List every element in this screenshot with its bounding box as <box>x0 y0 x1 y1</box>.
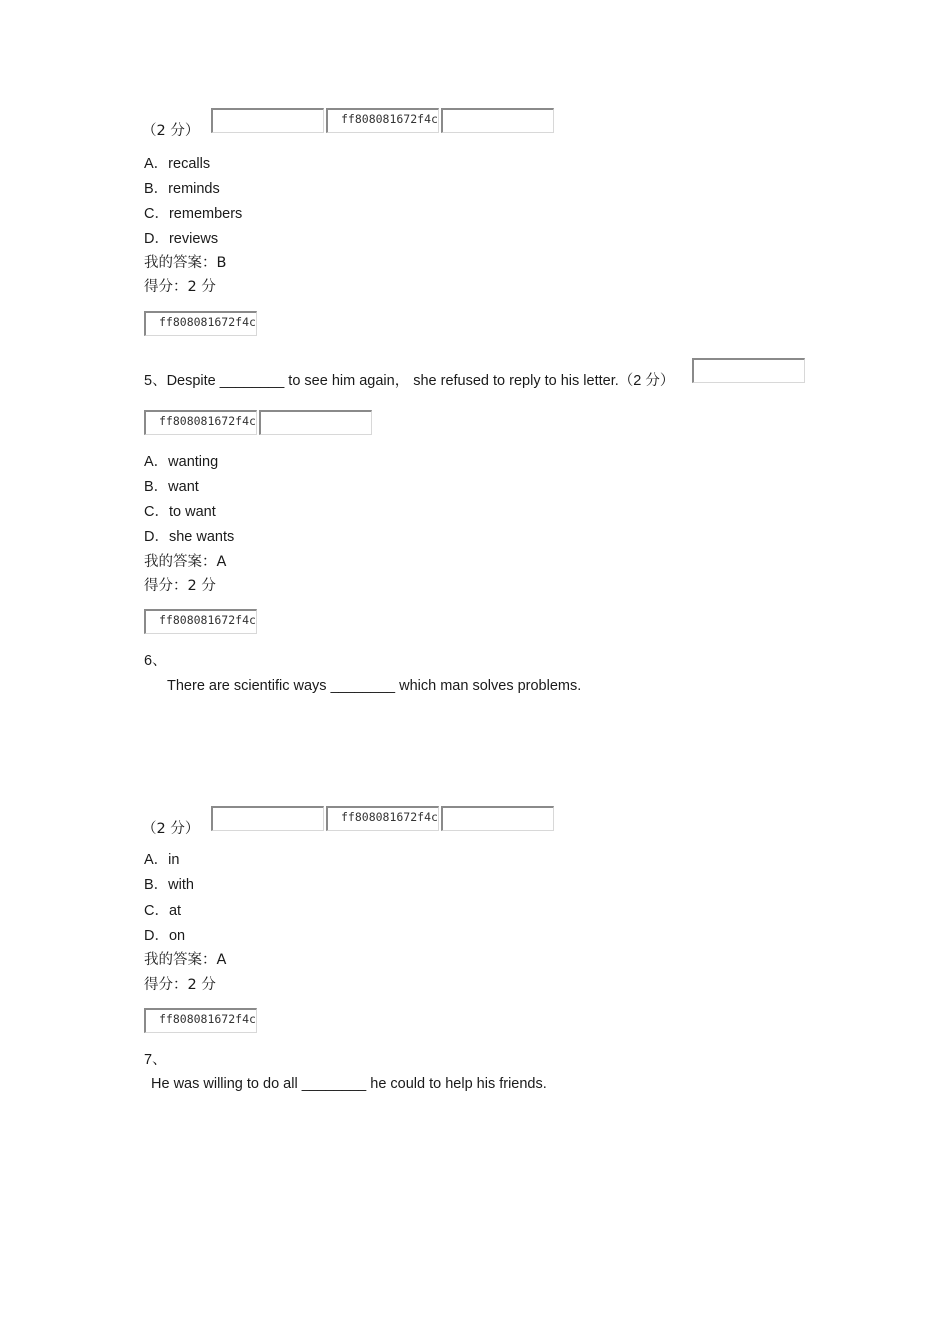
q4-option-c: C．remembers <box>144 206 243 222</box>
q4-my-answer: 我的答案：B <box>144 255 227 271</box>
q5-answer-field-id: ff808081672f4c <box>159 613 256 627</box>
q5-option-c: C．to want <box>144 504 216 520</box>
q4-score: 得分：2 分 <box>144 279 216 295</box>
q5-answer-id-field[interactable] <box>144 609 257 634</box>
q4-input-2[interactable] <box>441 108 554 133</box>
q4-answer-id-field[interactable] <box>144 311 257 336</box>
q6-score-label: （2 分） <box>142 821 200 837</box>
q5-input-1[interactable] <box>692 358 805 383</box>
q5-my-answer: 我的答案：A <box>144 554 227 570</box>
q4-option-d: D．reviews <box>144 231 219 247</box>
q6-input-2[interactable] <box>441 806 554 831</box>
q5-field-id: ff808081672f4c <box>159 414 256 428</box>
q6-score: 得分：2 分 <box>144 977 216 993</box>
q5-hidden-id-field[interactable] <box>144 410 257 435</box>
q4-score-label: （2 分） <box>142 123 200 139</box>
q5-input-2[interactable] <box>259 410 372 435</box>
q7-question: He was willing to do all ________ he could to help his friends. <box>151 1076 547 1092</box>
q4-option-a: A．recalls <box>144 156 211 172</box>
q6-number: 6、 <box>144 653 167 669</box>
q6-field-id: ff808081672f4c <box>341 810 438 824</box>
q6-answer-id-field[interactable] <box>144 1008 257 1033</box>
q7-number: 7、 <box>144 1052 167 1068</box>
q5-question: 5、Despite ________ to see him again， she refused to reply to his letter.（2 分） <box>144 373 675 389</box>
q6-option-a: A．in <box>144 852 180 868</box>
q5-option-a: A．wanting <box>144 454 219 470</box>
q6-answer-field-id: ff808081672f4c <box>159 1012 256 1026</box>
q4-field-id: ff808081672f4c <box>341 112 438 126</box>
q4-input-1[interactable] <box>211 108 324 133</box>
q4-answer-field-id: ff808081672f4c <box>159 315 256 329</box>
q6-option-d: D．on <box>144 928 186 944</box>
q4-option-b: B．reminds <box>144 181 220 197</box>
q5-option-d: D．she wants <box>144 529 235 545</box>
q6-option-c: C．at <box>144 903 182 919</box>
q6-question: There are scientific ways ________ which man solves problems. <box>167 678 582 694</box>
q4-hidden-id-field[interactable] <box>326 108 439 133</box>
q6-option-b: B．with <box>144 877 194 893</box>
q5-option-b: B．want <box>144 479 199 495</box>
q5-score: 得分：2 分 <box>144 578 216 594</box>
q6-hidden-id-field[interactable] <box>326 806 439 831</box>
q6-my-answer: 我的答案：A <box>144 952 227 968</box>
q6-input-1[interactable] <box>211 806 324 831</box>
